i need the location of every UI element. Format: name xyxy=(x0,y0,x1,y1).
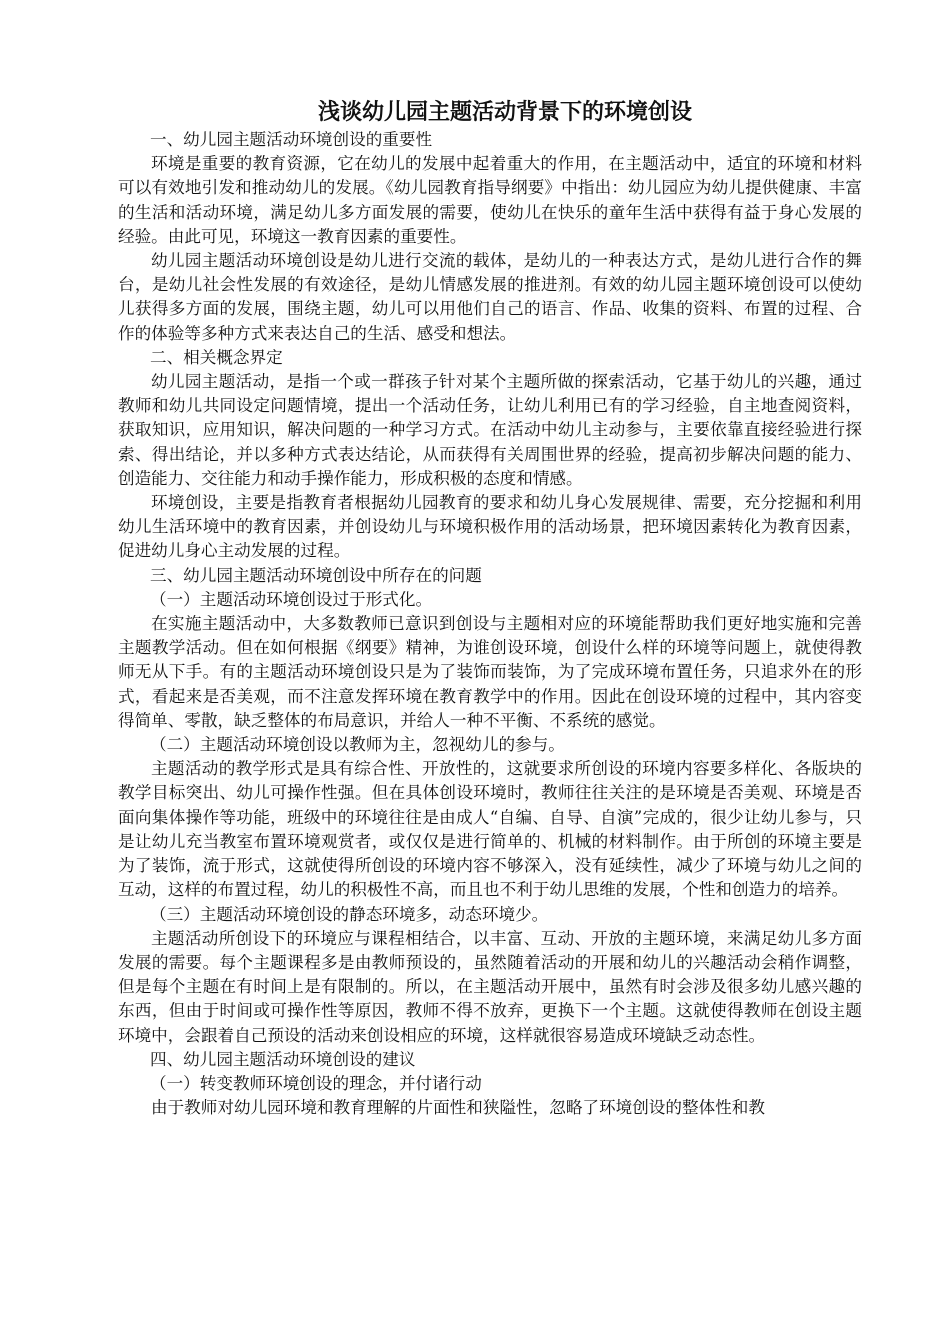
subsection-heading: （一）转变教师环境创设的理念，并付诸行动 xyxy=(150,1073,482,1093)
section-heading: 三、幼儿园主题活动环境创设中所存在的问题 xyxy=(150,565,482,585)
subsection-heading: （一）主题活动环境创设过于形式化。 xyxy=(150,589,433,609)
paragraph: 在实施主题活动中，大多数教师已意识到创设与主题相对应的环境能帮助我们更好地实施和完善主题教学活动。但在如何根据《纲要》精神，为谁创设环境，创设什么样的环境等问题上，就使得教师无从下手。有的主题活动环境创设只是为了装饰而装饰，为了完成环境布置任务，只追求外在的形式，看起来是否美观，而不注意发挥环境在教育教学中的作用。因此在创设环境的过程中，其内容变得简单、零散，缺乏整体的布局意识，并给人一种不平衡、不系统的感觉。 xyxy=(118,614,862,730)
paragraph: 幼儿园主题活动环境创设是幼儿进行交流的载体，是幼儿的一种表达方式，是幼儿进行合作的舞台，是幼儿社会性发展的有效途径，是幼儿情感发展的推进剂。有效的幼儿园主题环境创设可以使幼儿获得多方面的发展，围绕主题，幼儿可以用他们自己的语言、作品、收集的资料、布置的过程、合作的体验等多种方式来表达自己的生活、感受和想法。 xyxy=(118,251,862,343)
paragraph: 环境是重要的教育资源，它在幼儿的发展中起着重大的作用，在主题活动中，适宜的环境和材料可以有效地引发和推动幼儿的发展。《幼儿园教育指导纲要》中指出：幼儿园应为幼儿提供健康、丰富的生活和活动环境，满足幼儿多方面发展的需要，使幼儿在快乐的童年生活中获得有益于身心发展的经验。由此可见，环境这一教育因素的重要性。 xyxy=(118,154,862,246)
paragraph: 环境创设，主要是指教育者根据幼儿园教育的要求和幼儿身心发展规律、需要，充分挖掘和利用幼儿生活环境中的教育因素，并创设幼儿与环境积极作用的活动场景，把环境因素转化为教育因素，促进幼儿身心主动发展的过程。 xyxy=(118,493,862,561)
subsection-heading: （三）主题活动环境创设的静态环境多，动态环境少。 xyxy=(150,904,549,924)
paragraph: 主题活动所创设下的环境应与课程相结合，以丰富、互动、开放的主题环境，来满足幼儿多方面发展的需要。每个主题课程多是由教师预设的，虽然随着活动的开展和幼儿的兴趣活动会稍作调整，但是每个主题在有时间上是有限制的。所以，在主题活动开展中，虽然有时会涉及很多幼儿感兴趣的东西，但由于时间或可操作性等原因，教师不得不放弃，更换下一个主题。这就使得教师在创设主题环境中，会跟着自己预设的活动来创设相应的环境，这样就很容易造成环境缺乏动态性。 xyxy=(118,928,862,1045)
document-title: 浅谈幼儿园主题活动背景下的环境创设 xyxy=(317,100,692,125)
section-heading: 四、幼儿园主题活动环境创设的建议 xyxy=(150,1049,416,1069)
subsection-heading: （二）主题活动环境创设以教师为主，忽视幼儿的参与。 xyxy=(150,735,565,755)
section-heading: 一、幼儿园主题活动环境创设的重要性 xyxy=(150,130,433,149)
section-heading: 二、相关概念界定 xyxy=(150,347,283,367)
document-page xyxy=(118,98,862,1120)
paragraph: 由于教师对幼儿园环境和教育理解的片面性和狭隘性，忽略了环境创设的整体性和教 xyxy=(151,1098,765,1118)
paragraph: 幼儿园主题活动，是指一个或一群孩子针对某个主题所做的探索活动，它基于幼儿的兴趣，通过教师和幼儿共同设定问题情境，提出一个活动任务，让幼儿利用已有的学习经验，自主地查阅资料，获取知识，应用知识，解决问题的一种学习方式。在活动中幼儿主动参与，主要依靠直接经验进行探索、得出结论，并以多种方式表达结论，从而获得有关周围世界的经验，提高初步解决问题的能力、创造能力、交往能力和动手操作能力，形成积极的态度和情感。 xyxy=(118,372,862,488)
paragraph: 主题活动的教学形式是具有综合性、开放性的，这就要求所创设的环境内容要多样化、各版块的教学目标突出、幼儿可操作性强。但在具体创设环境时，教师往往关注的是环境是否美观、环境是否面向集体操作等功能，班级中的环境往往是由成人“自编、自导、自演”完成的，很少让幼儿参与，只是让幼儿充当教室布置环境观赏者，或仅仅是进行简单的、机械的材料制作。由于所创的环境主要是为了装饰，流于形式，这就使得所创设的环境内容不够深入，没有延续性，减少了环境与幼儿之间的互动，这样的布置过程，幼儿的积极性不高，而且也不利于幼儿思维的发展，个性和创造力的培养。 xyxy=(118,759,862,900)
